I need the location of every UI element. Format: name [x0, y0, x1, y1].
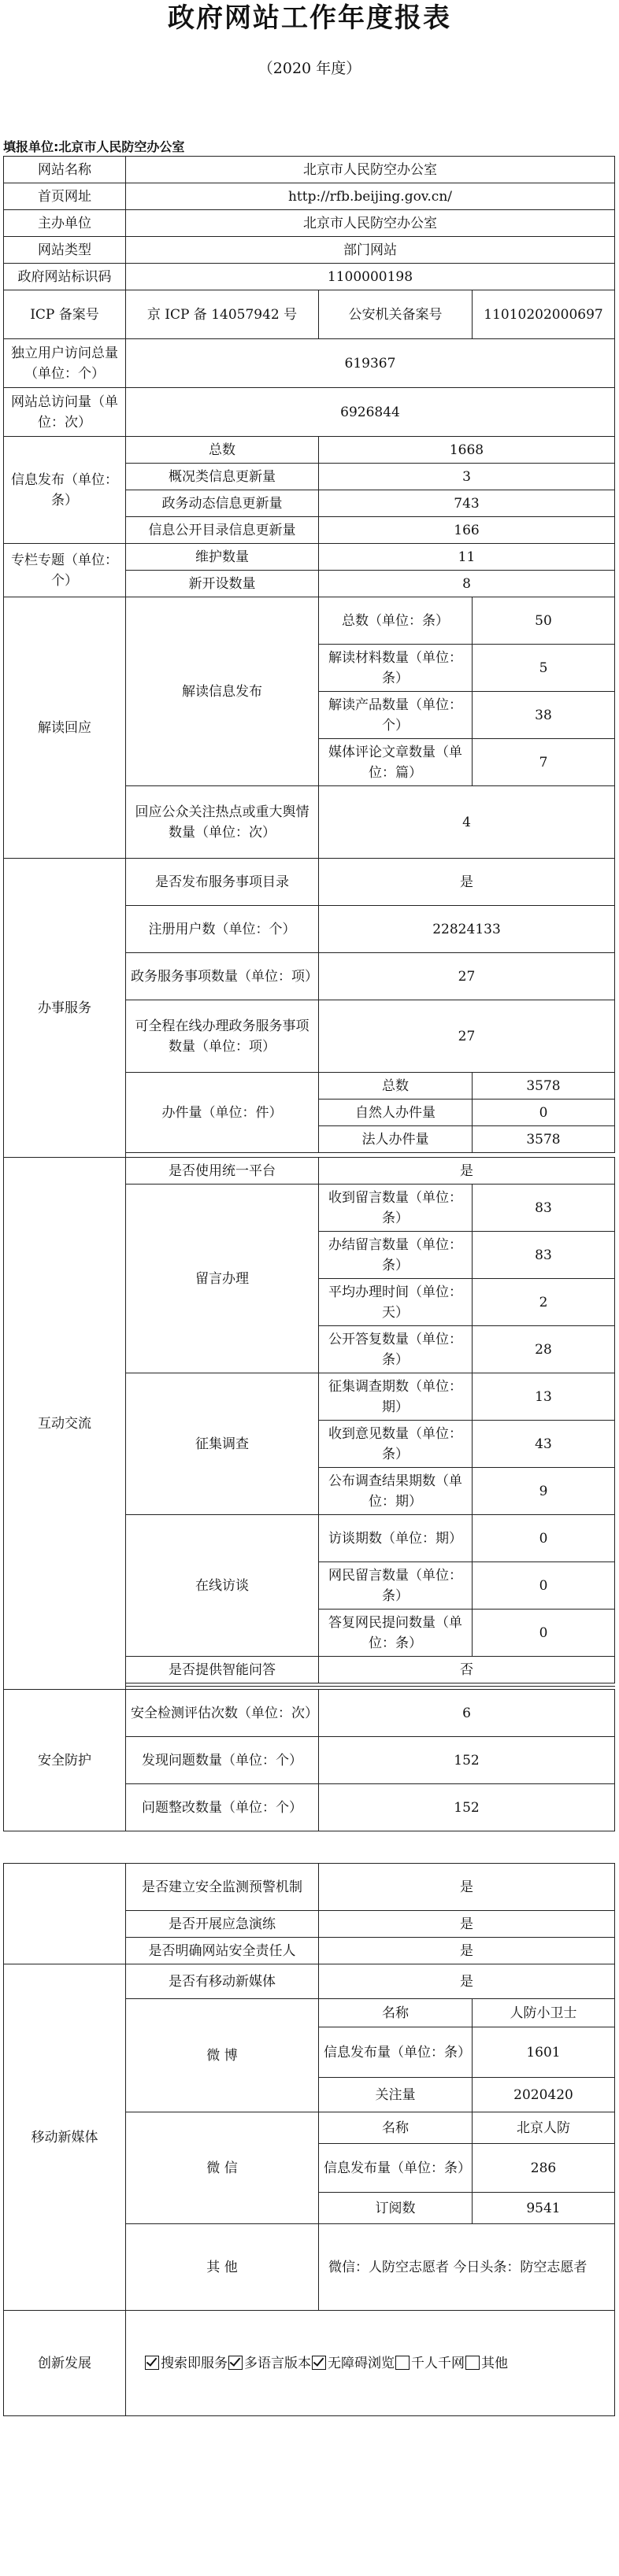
value-overview: 3: [319, 464, 615, 490]
label-innovation: 创新发展: [4, 2311, 126, 2416]
value-recv: 83: [473, 1185, 615, 1232]
value-wb-pub: 1601: [473, 2027, 615, 2078]
checkbox-checked-icon[interactable]: [228, 2356, 243, 2370]
label-survey: 征集调查: [126, 1373, 319, 1515]
value-police: 11010202000697: [473, 290, 615, 339]
label-interpret-product: 解读产品数量（单位：个）: [319, 692, 473, 739]
option-other[interactable]: 其他: [465, 2356, 509, 2371]
option-search-service[interactable]: 搜索即服务: [145, 2356, 228, 2371]
filling-unit: 填报单位:北京市人民防空办公室: [3, 139, 185, 154]
label-uv: 独立用户访问总量（单位：个）: [4, 339, 126, 388]
label-interact: 互动交流: [4, 1158, 126, 1690]
innovation-options: [126, 2311, 615, 2416]
value-avg: 2: [473, 1279, 615, 1326]
label-person: 自然人办件量: [319, 1100, 473, 1126]
value-corp: 3578: [473, 1126, 615, 1153]
label-wb-pub: 信息发布量（单位：条）: [319, 2027, 473, 2078]
label-items: 政务服务事项数量（单位：项）: [126, 953, 319, 1000]
label-wx-sub: 订阅数: [319, 2193, 473, 2224]
label-weibo: 微 博: [126, 1999, 319, 2112]
report-table-second: [3, 1863, 615, 2416]
value-done: 83: [473, 1232, 615, 1279]
label-security: 安全防护: [4, 1690, 126, 1831]
value-open: 166: [319, 517, 615, 544]
value-wb-follow: 2020420: [473, 2078, 615, 2112]
label-drill: 是否开展应急演练: [126, 1911, 319, 1938]
label-periods: 征集调查期数（单位：期）: [319, 1373, 473, 1421]
label-opinions: 收到意见数量（单位：条）: [319, 1421, 473, 1468]
report-table-main: [3, 156, 615, 1831]
label-result: 公布调查结果期数（单位：期）: [319, 1468, 473, 1515]
report-year: （2020 年度）: [258, 60, 361, 77]
label-wechat: 微 信: [126, 2112, 319, 2224]
label-service: 办事服务: [4, 859, 126, 1158]
label-home: 首页网址: [4, 183, 126, 210]
value-smart: 否: [319, 1657, 615, 1683]
value-has-mobile: 是: [319, 1964, 615, 1999]
value-interpret-total: 50: [473, 597, 615, 645]
value-interpret-product: 38: [473, 692, 615, 739]
option-multilingual[interactable]: 多语言版本: [228, 2356, 312, 2371]
value-test: 6: [319, 1690, 615, 1737]
label-open: 信息公开目录信息更新量: [126, 517, 319, 544]
label-avg: 平均办理时间（单位：天）: [319, 1279, 473, 1326]
label-fixed: 问题整改数量（单位：个）: [126, 1784, 319, 1831]
value-info-total: 1668: [319, 437, 615, 464]
label-online: 可全程在线办理政务服务事项数量（单位：项）: [126, 1000, 319, 1073]
label-interpret-material: 解读材料数量（单位：条）: [319, 645, 473, 692]
value-opinions: 43: [473, 1421, 615, 1468]
label-recv: 收到留言数量（单位：条）: [319, 1185, 473, 1232]
value-wx-sub: 9541: [473, 2193, 615, 2224]
label-done: 办结留言数量（单位：条）: [319, 1232, 473, 1279]
label-talk: 在线访谈: [126, 1515, 319, 1657]
label-monitor: 是否建立安全监测预警机制: [126, 1864, 319, 1911]
value-host: 北京市人民防空办公室: [126, 210, 615, 237]
value-platform: 是: [319, 1158, 615, 1185]
label-interpret: 解读回应: [4, 597, 126, 859]
value-catalog: 是: [319, 859, 615, 906]
checkbox-checked-icon[interactable]: [312, 2356, 326, 2370]
value-type: 部门网站: [126, 237, 615, 264]
value-wx-name: 北京人防: [473, 2112, 615, 2144]
label-msg: 留言办理: [126, 1185, 319, 1373]
label-reply: 公开答复数量（单位：条）: [319, 1326, 473, 1373]
label-type: 网站类型: [4, 237, 126, 264]
value-maintain: 11: [319, 544, 615, 571]
label-security-cont: [4, 1864, 126, 1964]
value-users: 22824133: [319, 906, 615, 953]
label-test: 安全检测评估次数（单位：次）: [126, 1690, 319, 1737]
value-other: 微信：人防空志愿者 今日头条：防空志愿者: [319, 2224, 615, 2311]
value-answer: 0: [473, 1610, 615, 1657]
label-other: 其 他: [126, 2224, 319, 2311]
label-interpret-publish: 解读信息发布: [126, 597, 319, 786]
label-new-column: 新开设数量: [126, 571, 319, 597]
checkbox-empty-icon[interactable]: [395, 2356, 410, 2370]
value-fixed: 152: [319, 1784, 615, 1831]
value-interpret-material: 5: [473, 645, 615, 692]
label-info-total: 总数: [126, 437, 319, 464]
label-handle: 办件量（单位：件）: [126, 1073, 319, 1153]
value-interpret-media: 7: [473, 739, 615, 786]
label-wx-name: 名称: [319, 2112, 473, 2144]
value-talks: 0: [473, 1515, 615, 1562]
label-smart: 是否提供智能问答: [126, 1657, 319, 1683]
label-netq: 网民留言数量（单位：条）: [319, 1562, 473, 1610]
label-interpret-total: 总数（单位：条）: [319, 597, 473, 645]
label-dynamic: 政务动态信息更新量: [126, 490, 319, 517]
label-pv: 网站总访问量（单位：次）: [4, 388, 126, 437]
label-talks: 访谈期数（单位：期）: [319, 1515, 473, 1562]
report-title: 政府网站工作年度报表: [168, 2, 451, 34]
value-person: 0: [473, 1100, 615, 1126]
value-online: 27: [319, 1000, 615, 1073]
option-personalized[interactable]: 千人千网: [395, 2356, 465, 2371]
label-answer: 答复网民提问数量（单位：条）: [319, 1610, 473, 1657]
label-wx-pub: 信息发布量（单位：条）: [319, 2144, 473, 2193]
label-host: 主办单位: [4, 210, 126, 237]
label-has-mobile: 是否有移动新媒体: [126, 1964, 319, 1999]
label-column: 专栏专题（单位：个）: [4, 544, 126, 597]
value-interpret-respond: 4: [319, 786, 615, 859]
value-site-name: 北京市人民防空办公室: [126, 157, 615, 183]
label-catalog: 是否发布服务事项目录: [126, 859, 319, 906]
label-code: 政府网站标识码: [4, 264, 126, 290]
value-home: http://rfb.beijing.gov.cn/: [126, 183, 615, 210]
value-uv: 619367: [126, 339, 615, 388]
value-items: 27: [319, 953, 615, 1000]
label-maintain: 维护数量: [126, 544, 319, 571]
label-found: 发现问题数量（单位：个）: [126, 1737, 319, 1784]
value-wx-pub: 286: [473, 2144, 615, 2193]
label-interpret-respond: 回应公众关注热点或重大舆情数量（单位：次）: [126, 786, 319, 859]
label-police: 公安机关备案号: [319, 290, 473, 339]
checkbox-checked-icon[interactable]: [145, 2356, 159, 2370]
label-wb-name: 名称: [319, 1999, 473, 2027]
label-mobile: 移动新媒体: [4, 1964, 126, 2311]
value-dynamic: 743: [319, 490, 615, 517]
value-code: 1100000198: [126, 264, 615, 290]
value-new-column: 8: [319, 571, 615, 597]
checkbox-empty-icon[interactable]: [465, 2356, 480, 2370]
option-accessibility[interactable]: 无障碍浏览: [312, 2356, 395, 2371]
label-site-name: 网站名称: [4, 157, 126, 183]
value-owner: 是: [319, 1938, 615, 1964]
label-users: 注册用户数（单位：个）: [126, 906, 319, 953]
label-info-publish: 信息发布（单位：条）: [4, 437, 126, 544]
label-platform: 是否使用统一平台: [126, 1158, 319, 1185]
value-icp: 京 ICP 备 14057942 号: [126, 290, 319, 339]
value-pv: 6926844: [126, 388, 615, 437]
label-wb-follow: 关注量: [319, 2078, 473, 2112]
value-found: 152: [319, 1737, 615, 1784]
label-handle-total: 总数: [319, 1073, 473, 1100]
label-corp: 法人办件量: [319, 1126, 473, 1153]
value-monitor: 是: [319, 1864, 615, 1911]
value-drill: 是: [319, 1911, 615, 1938]
value-handle-total: 3578: [473, 1073, 615, 1100]
label-interpret-media: 媒体评论文章数量（单位：篇）: [319, 739, 473, 786]
value-netq: 0: [473, 1562, 615, 1610]
label-owner: 是否明确网站安全责任人: [126, 1938, 319, 1964]
value-reply: 28: [473, 1326, 615, 1373]
label-icp: ICP 备案号: [4, 290, 126, 339]
value-result: 9: [473, 1468, 615, 1515]
value-wb-name: 人防小卫士: [473, 1999, 615, 2027]
label-overview: 概况类信息更新量: [126, 464, 319, 490]
value-periods: 13: [473, 1373, 615, 1421]
